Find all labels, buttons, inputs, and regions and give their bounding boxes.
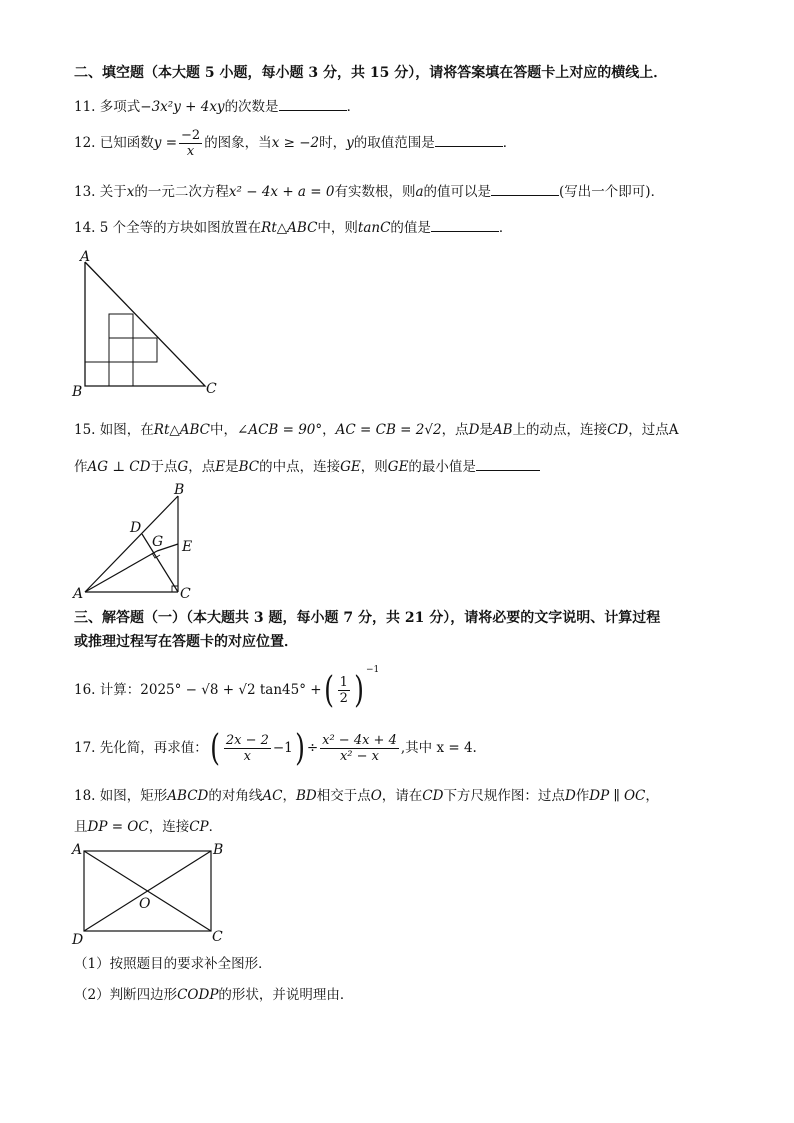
q14-text-before: 5 个全等的方块如图放置在	[99, 220, 262, 236]
q17-f2-den: x² − x	[339, 749, 380, 764]
q15-point-e: E	[215, 459, 226, 475]
q15-perpendicular: AG ⊥ CD	[87, 459, 151, 475]
q17-f2-num: x² − 4x + 4	[322, 733, 397, 748]
q12-text-after: 的取值范围是	[353, 135, 435, 151]
q17-condition: ,其中 x = 4.	[400, 740, 477, 756]
section-3-header-line-1: 三、解答题（一）（本大题共 3 题，每小题 7 分，共 21 分），请将必要的文字说明、计算过程	[74, 610, 661, 626]
q16-text: 计算：	[99, 682, 141, 698]
q12-answer-blank[interactable]	[435, 133, 503, 147]
q18-text: 作	[575, 788, 590, 804]
q14-number: 14.	[74, 220, 96, 236]
q14-tan: tanC	[357, 220, 391, 236]
q12-fraction	[179, 128, 202, 159]
question-16	[74, 665, 380, 711]
question-11	[74, 97, 360, 116]
q15-text: 如图，在	[99, 422, 154, 438]
q14-text-mid: 中，则	[317, 220, 358, 236]
q11-expression: −3x²y + 4xy	[140, 99, 225, 115]
q18-diagonal-ac: AC	[262, 788, 283, 804]
q15-point-g: G	[177, 459, 189, 475]
q14-text-after: 的值是	[390, 220, 431, 236]
q17-text: 先化简，再求值：	[99, 740, 208, 756]
q11-answer-blank[interactable]	[279, 97, 347, 111]
q15-text: 作	[74, 459, 88, 475]
q17-divide: ÷	[306, 740, 319, 756]
q12-text-before: 已知函数	[99, 135, 154, 151]
q16-expression: 2025° − √8 + √2 tan45° +	[140, 682, 322, 698]
q13-a-var: a	[415, 184, 424, 200]
q12-y-var: y	[346, 135, 354, 151]
q15-text: 是	[225, 459, 239, 475]
q14-label-b: B	[72, 384, 83, 400]
q18-text: ，	[645, 788, 659, 804]
q15-label-e: E	[182, 539, 193, 555]
q15-text: 上的动点，连接	[512, 422, 608, 438]
q12-condition: x ≥ −2	[271, 135, 320, 151]
q15-side-ab	[85, 496, 178, 592]
q12-text-mid: 的图象，当	[204, 135, 272, 151]
q16-frac-den: 2	[339, 691, 348, 706]
q15-text: 于点	[150, 459, 178, 475]
q18-label-c: C	[212, 929, 223, 945]
q15-text: ，	[322, 422, 336, 438]
q17-fraction-2	[320, 733, 399, 764]
q16-frac-num: 1	[339, 675, 348, 690]
q12-y-eq: y =	[153, 135, 178, 151]
section-2-header: 二、填空题（本大题 5 小题，每小题 3 分，共 15 分），请将答案填在答题卡上对应的横线上．	[74, 65, 668, 81]
q16-paren-open: (	[323, 669, 334, 711]
q18-text: 相交于点	[316, 788, 371, 804]
q13-text-mid2: 有实数根，则	[334, 184, 416, 200]
q15-number: 15.	[74, 422, 96, 438]
q18-text: ，请在	[381, 788, 423, 804]
q17-paren-open: (	[209, 727, 220, 769]
question-13	[74, 182, 664, 201]
q18-number: 18.	[74, 788, 96, 804]
q15-segment-ab: AB	[492, 422, 513, 438]
q15-answer-blank[interactable]	[476, 457, 540, 471]
q15-segment-ag	[85, 551, 157, 592]
q18-label-a: A	[72, 842, 83, 858]
q14-square	[109, 338, 133, 362]
q14-answer-blank[interactable]	[431, 218, 499, 232]
q15-label-a: A	[73, 586, 84, 602]
q18-sub-question-2	[74, 986, 353, 1004]
q13-end: (写出一个即可)．	[559, 184, 665, 200]
q18-sub2-text: （2）判断四边形	[74, 987, 178, 1003]
q18-text: ，	[282, 788, 296, 804]
q16-fraction	[338, 675, 350, 706]
q14-label-c: C	[206, 381, 217, 397]
q12-end: ．	[502, 135, 517, 151]
q18-parallel: DP ∥ OC	[589, 788, 646, 804]
q17-f1-den: x	[243, 749, 252, 764]
question-15-line-2	[74, 457, 540, 476]
q11-end: ．	[346, 99, 361, 115]
q15-point-d: D	[468, 422, 480, 438]
q18-sub2-text: 的形状，并说明理由．	[218, 987, 354, 1003]
question-18-line-1	[74, 787, 659, 805]
q17-minus-one: −1	[272, 740, 293, 756]
section-3-header-line-2: 或推理过程写在答题卡的对应位置．	[74, 634, 298, 650]
q18-label-o: O	[139, 896, 151, 912]
q15-segment-ge: GE	[340, 459, 361, 475]
q13-answer-blank[interactable]	[491, 182, 559, 196]
q15-segment-cd: CD	[607, 422, 629, 438]
q17-f1-num: 2x − 2	[225, 733, 269, 748]
q12-number: 12.	[74, 135, 96, 151]
q14-square	[133, 338, 157, 362]
q15-figure	[70, 484, 210, 600]
q16-exponent: −1	[365, 665, 380, 675]
q18-text: 下方尺规作图：过点	[443, 788, 565, 804]
q18-text: 且	[74, 819, 88, 835]
q15-text: ，点	[441, 422, 469, 438]
q18-label-d: D	[72, 932, 84, 948]
q11-text-after: 的次数是	[224, 99, 279, 115]
q14-square	[109, 362, 133, 386]
q13-text-before: 关于	[99, 184, 127, 200]
q15-label-d: D	[130, 520, 142, 536]
q18-side-cd: CD	[422, 788, 444, 804]
q13-text-mid: 的一元二次方程	[134, 184, 229, 200]
q15-text: 的最小值是	[408, 459, 476, 475]
q15-text: 中，	[210, 422, 238, 438]
q11-number: 11.	[74, 99, 96, 115]
q18-point-d: D	[564, 788, 576, 804]
q15-angle: ∠ACB = 90°	[237, 422, 323, 438]
q14-triangle-outline	[85, 262, 205, 386]
q18-rectangle: ABCD	[167, 788, 209, 804]
q18-sub-question-1: （1）按照题目的要求补全图形．	[74, 956, 272, 972]
q13-number: 13.	[74, 184, 96, 200]
q14-label-a: A	[80, 249, 91, 265]
q18-label-b: B	[213, 842, 224, 858]
q12-frac-num: −2	[181, 128, 201, 143]
q15-segment-bc: BC	[238, 459, 260, 475]
question-15-line-1	[74, 421, 678, 439]
q18-figure	[70, 840, 230, 946]
q15-text: ，则	[360, 459, 388, 475]
q17-fraction-1	[224, 733, 271, 764]
q14-square	[85, 362, 109, 386]
q18-sub2-quadrilateral: CODP	[177, 987, 219, 1003]
q15-text: 是	[479, 422, 493, 438]
q14-end: ．	[498, 220, 513, 236]
q13-text-after: 的值可以是	[423, 184, 492, 200]
q16-paren-close: )	[353, 669, 364, 711]
q18-text: ，连接	[148, 819, 190, 835]
question-12	[74, 128, 516, 159]
q15-segment-ge: GE	[387, 459, 409, 475]
q18-segment-cp: CP	[189, 819, 209, 835]
q18-point-o: O	[370, 788, 382, 804]
q18-text: 的对角线	[208, 788, 263, 804]
q15-triangle: Rt△ABC	[153, 422, 211, 438]
q15-label-b: B	[174, 482, 185, 498]
q15-label-g: G	[152, 534, 164, 550]
q15-text: ，点	[188, 459, 216, 475]
q15-text: ，过点A	[628, 422, 679, 438]
question-18-line-2	[74, 818, 222, 836]
q14-triangle: Rt△ABC	[261, 220, 318, 236]
q14-square	[109, 314, 133, 338]
q15-text: 的中点，连接	[259, 459, 341, 475]
q14-figure	[70, 250, 230, 400]
q18-diagonal-bd: BD	[295, 788, 317, 804]
q12-frac-den: x	[186, 144, 195, 159]
question-14	[74, 218, 512, 237]
q15-equation: AC = CB = 2√2	[335, 422, 442, 438]
q16-number: 16.	[74, 682, 96, 698]
q17-paren-close: )	[294, 727, 305, 769]
q12-text-mid2: 时，	[319, 135, 347, 151]
q18-text: ．	[208, 819, 223, 835]
q17-number: 17.	[74, 740, 96, 756]
q11-text-before: 多项式	[99, 99, 141, 115]
q18-text: 如图，矩形	[99, 788, 168, 804]
q18-equation: DP = OC	[87, 819, 149, 835]
question-17	[74, 727, 477, 769]
q13-x-var: x	[126, 184, 135, 200]
q13-equation: x² − 4x + a = 0	[228, 184, 335, 200]
q15-label-c: C	[180, 586, 191, 602]
